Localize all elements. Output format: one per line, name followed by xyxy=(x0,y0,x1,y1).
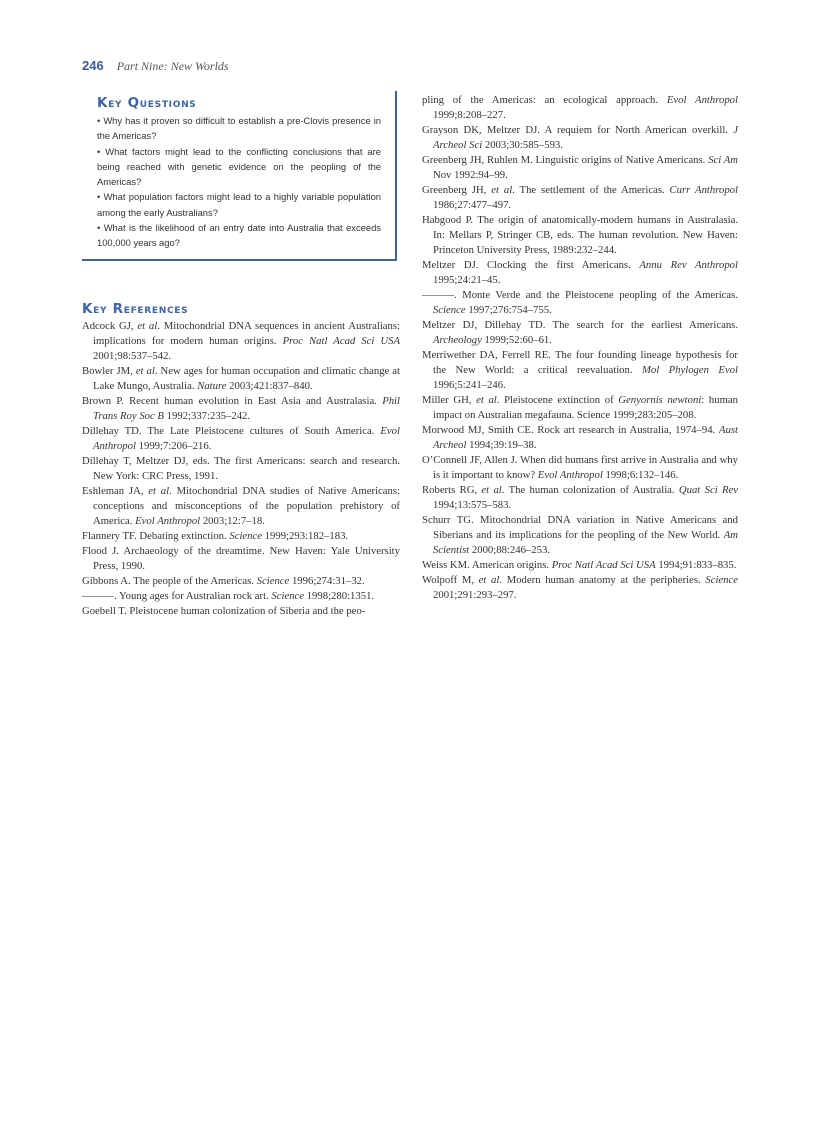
reference-text: Grayson DK, Meltzer DJ. A requiem for North American overkill. xyxy=(422,124,734,136)
reference-text: Eshleman JA, xyxy=(82,485,149,497)
reference-text: Miller GH, xyxy=(422,394,477,406)
reference-text: Schurr TG. Mitochondrial DNA variation in Native Americans and Siberians and its implications for the peopling of the New World. xyxy=(422,514,738,541)
reference-text: Nov 1992:94–99. xyxy=(433,169,508,181)
reference-italic-text: Annu Rev Anthropol xyxy=(639,259,738,271)
reference-entry xyxy=(422,423,738,453)
reference-text: Morwood MJ, Smith CE. Rock art research in Australia, 1974–94. xyxy=(422,424,719,436)
reference-text: . The human colonization of Australia. xyxy=(501,484,679,496)
reference-text: Greenberg JH, Ruhlen M. Linguistic origins of Native Americans. xyxy=(422,154,709,166)
key-question-item: • What population factors might lead to a highly variable population among the early Australians? xyxy=(97,191,381,218)
reference-italic-text: Evol Anthropol xyxy=(93,425,400,452)
reference-text: 2003;12:7–18. xyxy=(200,515,265,527)
reference-text: 2001;291:293–297. xyxy=(433,589,517,601)
reference-text: Habgood P. The origin of anatomically-modern humans in Australasia. In: Mellars P, Stringer CB, eds. The human revolution. New Haven: Princeton University Press, 1989:232–244. xyxy=(422,214,738,256)
reference-italic-text: Evol Anthropol xyxy=(537,469,603,481)
reference-italic-text: Curr Anthropol xyxy=(669,184,738,196)
reference-entry xyxy=(82,394,400,424)
reference-entry xyxy=(82,319,400,364)
reference-text: Weiss KM. American origins. xyxy=(422,559,552,571)
reference-text: Greenberg JH, xyxy=(422,184,492,196)
reference-text: Goebell T. Pleistocene human colonization of Siberia and the peo- xyxy=(82,605,366,617)
reference-italic-text: Genyornis newtoni xyxy=(618,394,702,406)
reference-text: Adcock GJ, xyxy=(82,320,138,332)
reference-text: Wolpoff M, xyxy=(422,574,479,586)
reference-italic-text: Am Scientist xyxy=(433,529,738,556)
reference-text: 1997;276:754–755. xyxy=(465,304,552,316)
reference-entry xyxy=(82,544,400,574)
reference-entry xyxy=(422,573,738,603)
reference-text: 2001;98:537–542. xyxy=(93,350,172,362)
reference-entry xyxy=(82,574,400,589)
reference-text: 2003;421:837–840. xyxy=(226,380,313,392)
reference-entry xyxy=(82,454,400,484)
references-right-column xyxy=(422,93,738,603)
reference-text: Bowler JM, xyxy=(82,365,136,377)
reference-italic-text: Evol Anthropol xyxy=(666,94,738,106)
reference-text: : human impact on Australian megafauna. Science 1999;283:205–208. xyxy=(433,394,738,421)
reference-entry xyxy=(422,558,738,573)
reference-text: Dillehay T, Meltzer DJ, eds. The first Americans: search and research. New York: CRC Press, 1991. xyxy=(82,455,400,482)
reference-text: 1998;6:132–146. xyxy=(602,469,679,481)
key-questions-title: Key Questions xyxy=(97,95,197,111)
reference-text: . Mitochondrial DNA studies of Native Americans: conceptions and misconceptions of the population prehistory of America. xyxy=(93,485,400,527)
reference-entry xyxy=(422,393,738,423)
reference-entry xyxy=(82,484,400,529)
key-question-item: • What factors might lead to the conflicting conclusions that are being reached with genetic evidence on the peopling of the Americas? xyxy=(97,145,381,188)
reference-italic-text: Proc Natl Acad Sci USA xyxy=(282,335,401,347)
reference-italic-text: Science xyxy=(256,575,290,587)
reference-entry xyxy=(422,123,738,153)
reference-text: 1996;5:241–246. xyxy=(433,379,506,391)
reference-text: 2003;30:585–593. xyxy=(482,139,563,151)
reference-text: 1994;39:19–38. xyxy=(466,439,537,451)
reference-italic-text: Aust Archeol xyxy=(433,424,738,451)
reference-italic-text: Archeology xyxy=(433,334,482,346)
reference-text: pling of the Americas: an ecological approach. xyxy=(422,94,667,106)
reference-text: Roberts RG, xyxy=(422,484,482,496)
reference-text: O’Connell JF, Allen J. When did humans first arrive in Australia and why is it important to know? xyxy=(422,454,738,481)
reference-text: 2000;88:246–253. xyxy=(469,544,550,556)
reference-text: . Mitochondrial DNA sequences in ancient Australians: implications for modern human origins. xyxy=(93,320,401,347)
reference-italic-text: Science xyxy=(229,530,262,542)
reference-text: ———. Monte Verde and the Pleistocene peopling of the Americas. xyxy=(422,289,738,301)
reference-text: 1992;337:235–242. xyxy=(163,410,251,422)
reference-text: 1994;91:833–835. xyxy=(655,559,737,571)
reference-entry xyxy=(422,213,738,258)
key-questions-box xyxy=(82,91,397,261)
reference-text: . New ages for human occupation and climatic change at Lake Mungo, Australia. xyxy=(93,365,400,392)
reference-text: Merriwether DA, Ferrell RE. The four founding lineage hypothesis for the New World: a critical reevaluation. xyxy=(422,349,738,376)
reference-text: 1999;7:206–216. xyxy=(135,440,212,452)
reference-text: Brown P. Recent human evolution in East Asia and Australasia. xyxy=(82,395,383,407)
reference-text: 1996;274:31–32. xyxy=(289,575,365,587)
reference-text: 1998;280:1351. xyxy=(304,590,375,602)
reference-entry xyxy=(422,513,738,558)
reference-entry xyxy=(422,93,738,123)
reference-text: Dillehay TD. The Late Pleistocene cultures of South America. xyxy=(82,425,381,437)
reference-text: 1999;52:60–61. xyxy=(481,334,552,346)
reference-italic-text: et al xyxy=(135,365,155,377)
reference-text: 1986;27:477–497. xyxy=(433,199,512,211)
reference-entry xyxy=(82,604,400,619)
reference-text: 1999;8:208–227. xyxy=(433,109,506,121)
key-questions-list xyxy=(97,113,381,251)
reference-entry xyxy=(82,589,400,604)
reference-italic-text: et al xyxy=(491,184,513,196)
reference-italic-text: et al xyxy=(137,320,158,332)
reference-entry xyxy=(422,483,738,513)
reference-italic-text: J Archeol Sci xyxy=(433,124,738,151)
reference-italic-text: et al xyxy=(148,485,170,497)
reference-entry xyxy=(82,364,400,394)
page-number: 246 xyxy=(82,58,104,73)
reference-text: . The settlement of the Americas. xyxy=(512,184,670,196)
reference-text: Flannery TF. Debating extinction. xyxy=(82,530,230,542)
reference-italic-text: et al xyxy=(478,574,500,586)
reference-entry xyxy=(82,424,400,454)
reference-italic-text: Science xyxy=(705,574,738,586)
key-references-title: Key References xyxy=(82,301,189,317)
reference-text: 1994;13:575–583. xyxy=(433,499,512,511)
reference-entry xyxy=(82,529,400,544)
reference-text: Meltzer DJ, Dillehay TD. The search for the earliest Americans. xyxy=(422,319,738,331)
part-title: Part Nine: New Worlds xyxy=(116,59,229,73)
reference-italic-text: et al xyxy=(476,394,497,406)
reference-italic-text: Nature xyxy=(197,380,227,392)
reference-italic-text: Science xyxy=(271,590,305,602)
key-question-item: • Why has it proven so difficult to establish a pre-Clovis presence in the Americas? xyxy=(97,115,381,142)
reference-entry xyxy=(422,348,738,393)
reference-text: Gibbons A. The people of the Americas. xyxy=(82,575,257,587)
reference-entry xyxy=(422,318,738,348)
references-left-column xyxy=(82,319,400,619)
reference-text: Meltzer DJ. Clocking the first Americans. xyxy=(422,259,640,271)
reference-entry xyxy=(422,183,738,213)
reference-entry xyxy=(422,453,738,483)
reference-italic-text: Quat Sci Rev xyxy=(678,484,739,496)
reference-text: 1995;24:21–45. xyxy=(433,274,501,286)
reference-italic-text: Proc Natl Acad Sci USA xyxy=(551,559,656,571)
reference-italic-text: Mol Phylogen Evol xyxy=(641,364,738,376)
reference-text: . Modern human anatomy at the peripheries. xyxy=(499,574,706,586)
reference-entry xyxy=(422,153,738,183)
reference-entry xyxy=(422,288,738,318)
reference-italic-text: Sci Am xyxy=(708,154,738,166)
reference-entry xyxy=(422,258,738,288)
reference-italic-text: Evol Anthropol xyxy=(135,515,201,527)
key-question-item: • What is the likelihood of an entry date into Australia that exceeds 100,000 years ago? xyxy=(97,222,381,249)
reference-text: . Pleistocene extinction of xyxy=(496,394,619,406)
page-header xyxy=(82,58,229,74)
reference-text: ———. Young ages for Australian rock art. xyxy=(82,590,272,602)
reference-text: Flood J. Archaeology of the dreamtime. New Haven: Yale University Press, 1990. xyxy=(82,545,400,572)
reference-italic-text: Science xyxy=(433,304,466,316)
reference-text: 1999;293:182–183. xyxy=(262,530,349,542)
reference-italic-text: Phil Trans Roy Soc B xyxy=(93,395,400,422)
reference-italic-text: et al xyxy=(481,484,502,496)
